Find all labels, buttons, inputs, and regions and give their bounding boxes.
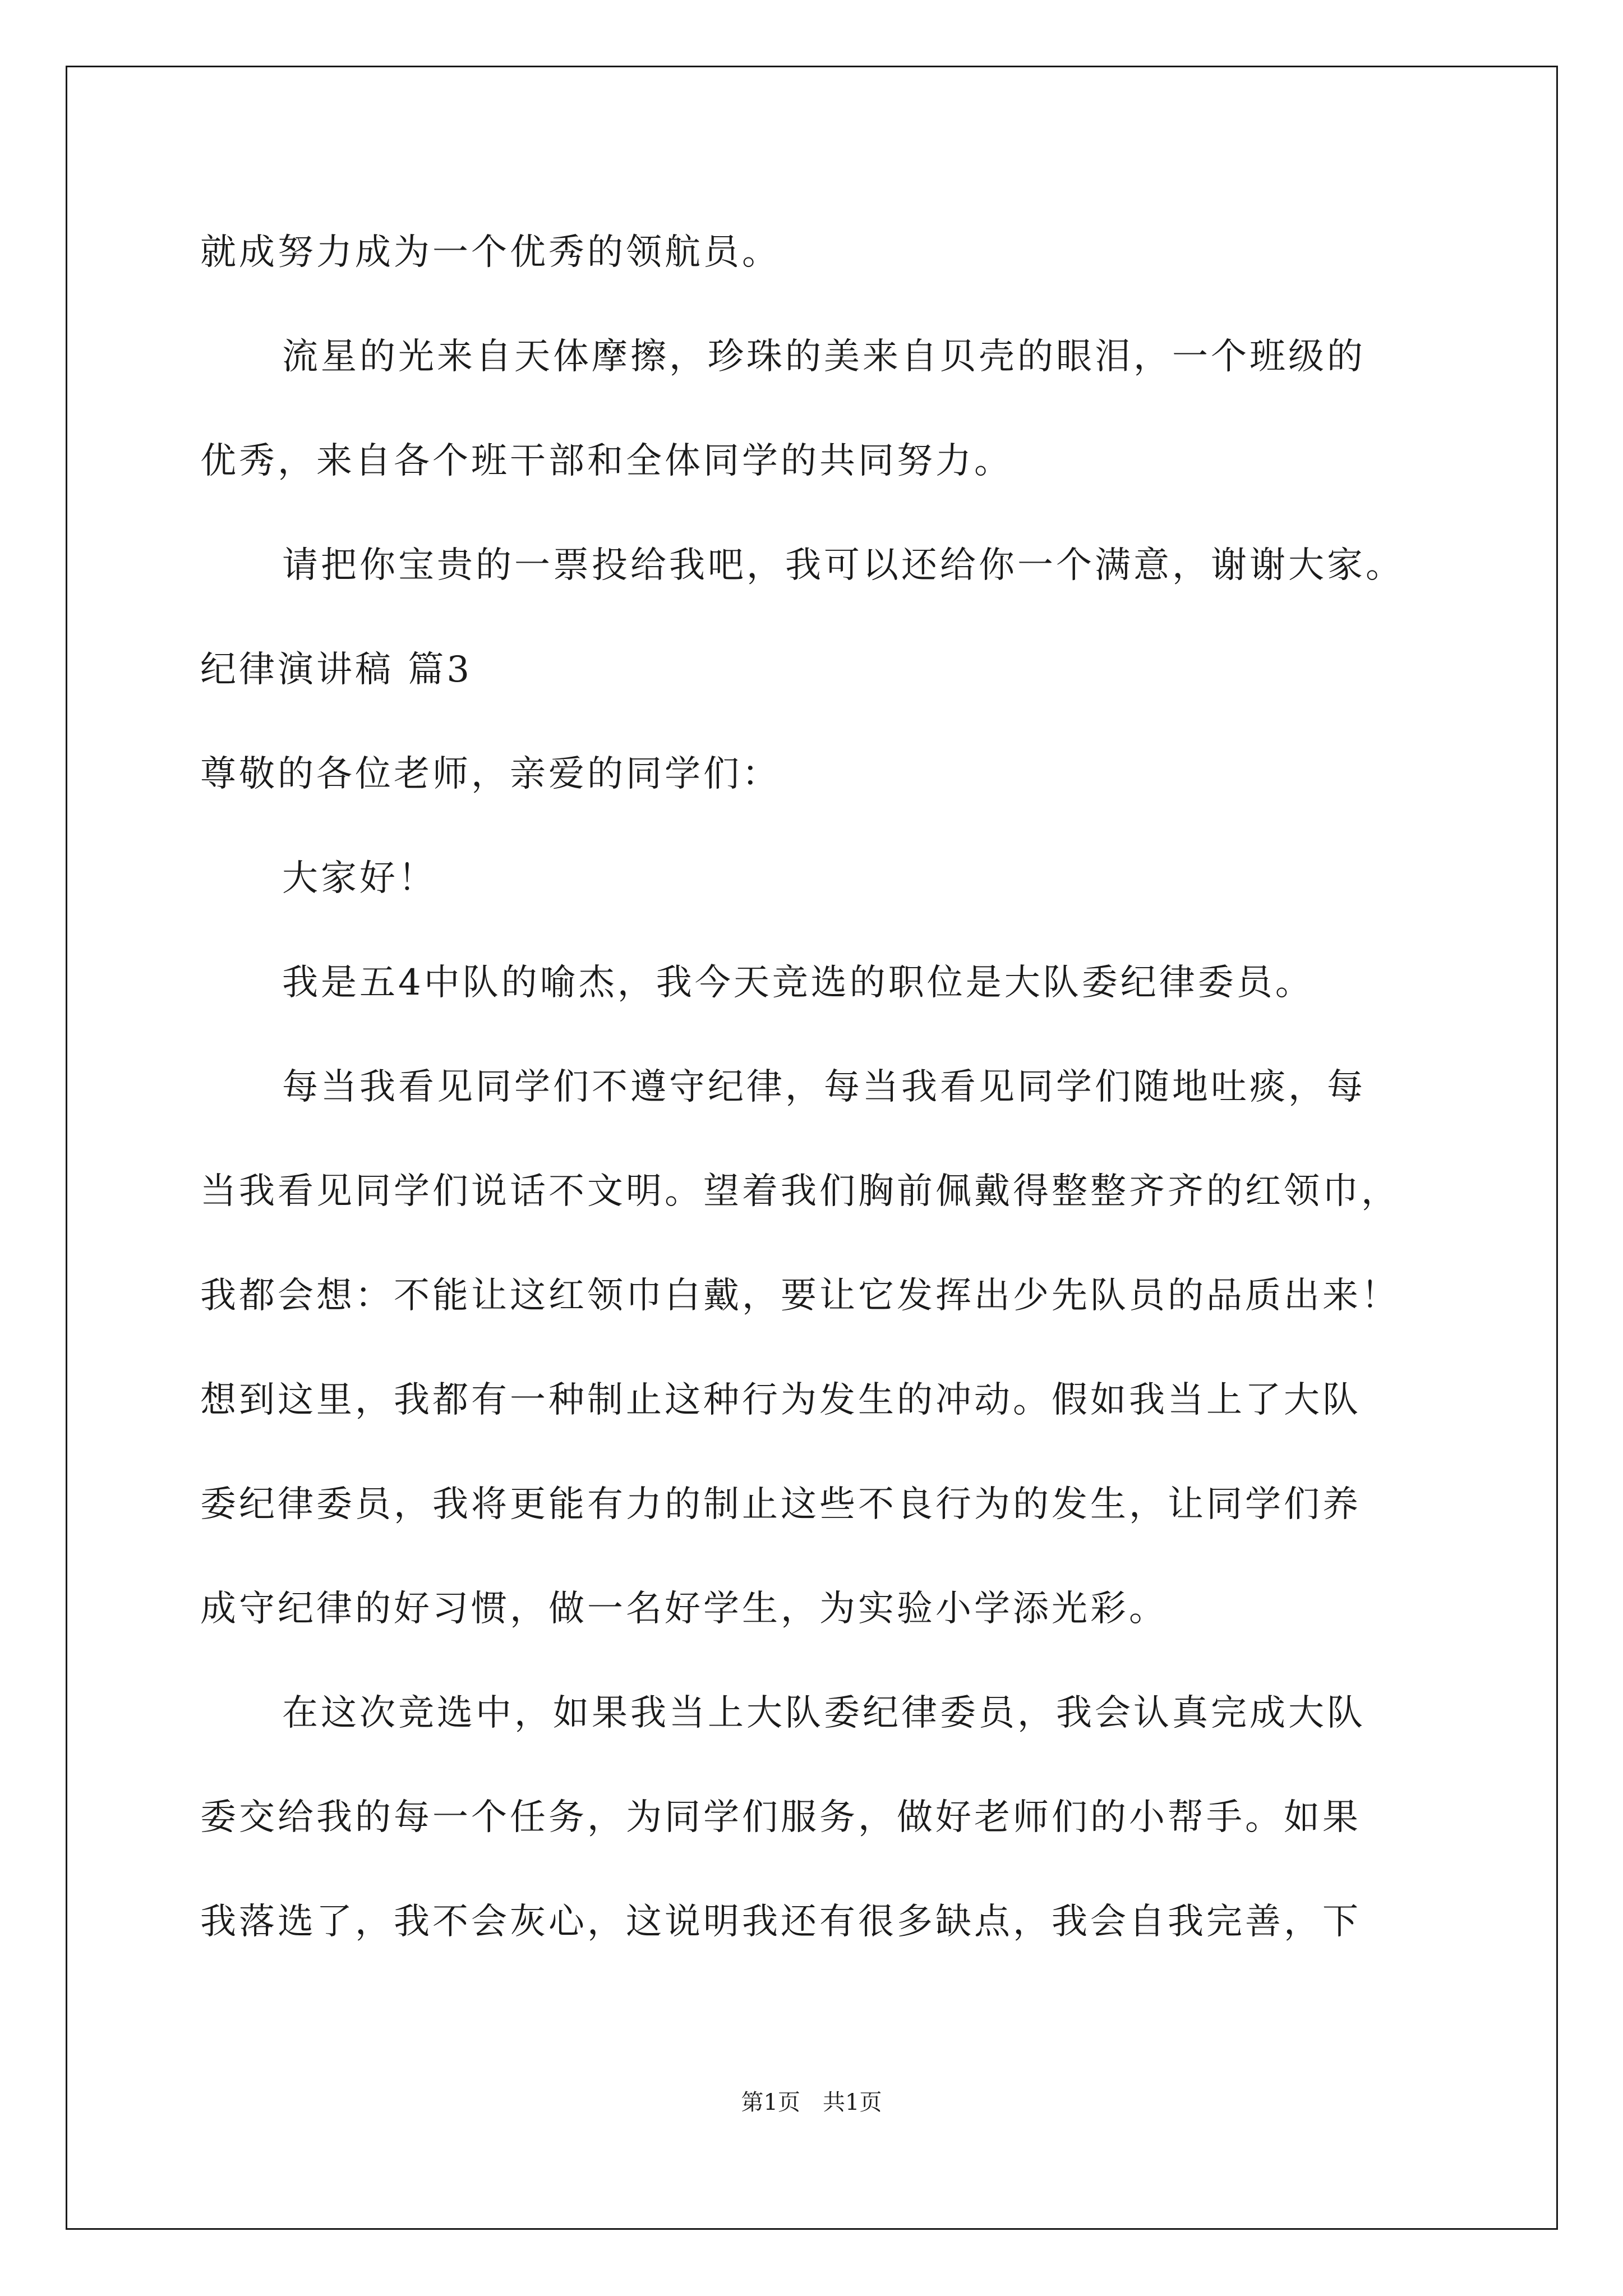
text-line: 我是五4中队的喻杰，我今天竞选的职位是大队委纪律委员。 (282, 962, 1314, 1004)
text-line: 想到这里，我都有一种制止这种行为发生的冲动。假如我当上了大队 (200, 1379, 1361, 1421)
salutation: 尊敬的各位老师，亲爱的同学们： (200, 753, 781, 795)
text-line: 我落选了，我不会灰心，这说明我还有很多缺点，我会自我完善，下 (200, 1901, 1361, 1943)
text-line: 委纪律委员，我将更能有力的制止这些不良行为的发生，让同学们养 (200, 1484, 1361, 1525)
text-line: 成守纪律的好习惯，做一名好学生，为实验小学添光彩。 (200, 1588, 1168, 1630)
text-line: 流星的光来自天体摩擦，珍珠的美来自贝壳的眼泪，一个班级的 (282, 336, 1366, 378)
text-line: 请把你宝贵的一票投给我吧，我可以还给你一个满意，谢谢大家。 (282, 545, 1404, 586)
text-line: 优秀，来自各个班干部和全体同学的共同努力。 (200, 440, 1013, 482)
text-line: 在这次竞选中，如果我当上大队委纪律委员，我会认真完成大队 (282, 1692, 1366, 1734)
greeting: 大家好！ (282, 858, 437, 899)
text-line: 当我看见同学们说话不文明。望着我们胸前佩戴得整整齐齐的红领巾， (200, 1171, 1400, 1212)
section-heading: 纪律演讲稿 篇3 (200, 649, 473, 691)
text-line: 就成努力成为一个优秀的领航员。 (200, 232, 781, 273)
text-line: 委交给我的每一个任务，为同学们服务，做好老师们的小帮手。如果 (200, 1797, 1361, 1838)
page-footer: 第1页 共1页 (741, 2090, 882, 2115)
text-line: 每当我看见同学们不遵守纪律，每当我看见同学们随地吐痰，每 (282, 1066, 1366, 1108)
text-line: 我都会想：不能让这红领巾白戴，要让它发挥出少先队员的品质出来！ (200, 1275, 1400, 1317)
